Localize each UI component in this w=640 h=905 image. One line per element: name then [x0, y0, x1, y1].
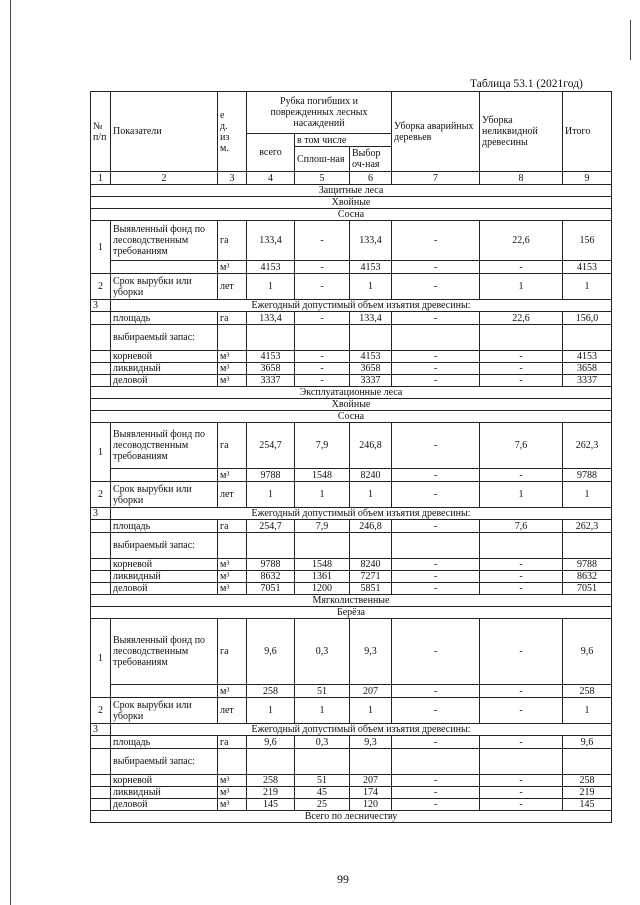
value-cell: - [392, 221, 480, 261]
value-cell: - [392, 351, 480, 363]
value-cell: - [392, 423, 480, 469]
forest-harvest-table [90, 91, 612, 823]
section-heading: Защитные леса [91, 185, 612, 197]
row-number-empty [91, 533, 111, 559]
unit-cell: м³ [218, 583, 247, 595]
value-cell: - [295, 221, 350, 261]
value-cell-empty [563, 749, 612, 775]
section-heading: Мягколиственные [91, 595, 612, 607]
value-cell: - [295, 363, 350, 375]
value-cell: 1 [247, 698, 295, 724]
section-heading: Эксплуатационные леса [91, 387, 612, 399]
value-cell: 3337 [350, 375, 392, 387]
value-cell: 1 [350, 482, 392, 508]
row-label: деловой [111, 799, 218, 811]
value-cell: - [480, 583, 563, 595]
value-cell: 4153 [350, 261, 392, 274]
value-cell: - [480, 787, 563, 799]
row-label: ликвидный [111, 787, 218, 799]
row-number-empty [91, 559, 111, 571]
value-cell: 1548 [295, 469, 350, 482]
unit-cell: м³ [218, 559, 247, 571]
header-selective: Выбор оч-ная [350, 147, 392, 172]
section-heading: Хвойные [91, 399, 612, 411]
section-heading: Всего по лесничеству [91, 811, 612, 823]
page-edge-line-right [630, 20, 631, 60]
value-cell: 262,3 [563, 520, 612, 533]
value-cell-empty [350, 749, 392, 775]
value-cell: - [392, 775, 480, 787]
unit-cell-empty [218, 749, 247, 775]
value-cell: - [480, 571, 563, 583]
value-cell-empty [392, 749, 480, 775]
row-number: 1 [91, 221, 111, 274]
row-number: 2 [91, 482, 111, 508]
value-cell: - [392, 736, 480, 749]
value-cell: 9788 [563, 469, 612, 482]
value-cell: - [480, 698, 563, 724]
row-label: площадь [111, 312, 218, 325]
value-cell: - [392, 799, 480, 811]
value-cell: 3337 [247, 375, 295, 387]
value-cell: 156 [563, 221, 612, 261]
value-cell: 4153 [563, 261, 612, 274]
column-number: 2 [111, 172, 218, 185]
value-cell: - [392, 787, 480, 799]
section-heading: Сосна [91, 209, 612, 221]
row-number-empty [91, 363, 111, 375]
section-heading: Сосна [91, 411, 612, 423]
column-number: 1 [91, 172, 111, 185]
value-cell: - [295, 274, 350, 300]
value-cell: 9,6 [247, 619, 295, 685]
value-cell: 22,6 [480, 221, 563, 261]
value-cell: 3658 [563, 363, 612, 375]
value-cell: - [392, 583, 480, 595]
annual-heading: Ежегодный допустимый объем изъятия древесины: [111, 508, 612, 520]
row-label: Выявленный фонд по лесоводственным требованиям [111, 221, 218, 261]
value-cell: 9,6 [563, 619, 612, 685]
value-cell: 246,8 [350, 520, 392, 533]
value-cell: - [480, 351, 563, 363]
row-number-empty [91, 351, 111, 363]
value-cell-empty [392, 533, 480, 559]
value-cell: - [295, 261, 350, 274]
unit-cell-empty [218, 325, 247, 351]
value-cell: 174 [350, 787, 392, 799]
value-cell-empty [350, 533, 392, 559]
value-cell: 1548 [295, 559, 350, 571]
value-cell: 7,9 [295, 423, 350, 469]
unit-cell: га [218, 736, 247, 749]
unit-cell: га [218, 619, 247, 685]
value-cell: 1 [247, 482, 295, 508]
value-cell: 145 [247, 799, 295, 811]
unit-cell: га [218, 221, 247, 261]
header-num: № п/п [91, 92, 111, 172]
row-label: ликвидный [111, 571, 218, 583]
unit-cell: лет [218, 274, 247, 300]
row-label-empty [111, 685, 218, 698]
value-cell: - [392, 559, 480, 571]
value-cell: 1 [480, 482, 563, 508]
unit-cell: лет [218, 482, 247, 508]
row-number: 3 [91, 300, 111, 312]
row-number: 1 [91, 423, 111, 482]
value-cell: 1361 [295, 571, 350, 583]
value-cell: - [392, 469, 480, 482]
value-cell: 22,6 [480, 312, 563, 325]
value-cell: 1 [350, 274, 392, 300]
value-cell-empty [295, 749, 350, 775]
unit-cell: м³ [218, 571, 247, 583]
value-cell: 4153 [247, 261, 295, 274]
value-cell: 9,6 [563, 736, 612, 749]
value-cell: 258 [563, 775, 612, 787]
row-number-empty [91, 583, 111, 595]
row-label: Выявленный фонд по лесоводственным требованиям [111, 423, 218, 469]
row-number-empty [91, 520, 111, 533]
value-cell-empty [563, 325, 612, 351]
value-cell: 25 [295, 799, 350, 811]
header-emergency: Уборка аварийных деревьев [392, 92, 480, 172]
header-incl: в том числе [295, 134, 392, 147]
column-number: 5 [295, 172, 350, 185]
value-cell: 0,3 [295, 736, 350, 749]
value-cell: 1 [350, 698, 392, 724]
row-label: корневой [111, 775, 218, 787]
value-cell: - [392, 685, 480, 698]
value-cell-empty [392, 325, 480, 351]
unit-cell: га [218, 520, 247, 533]
value-cell: - [392, 274, 480, 300]
section-heading: Берёза [91, 607, 612, 619]
header-total: всего [247, 134, 295, 172]
value-cell-empty [295, 533, 350, 559]
row-label: Срок вырубки или уборки [111, 698, 218, 724]
value-cell: 4153 [350, 351, 392, 363]
value-cell-empty [480, 749, 563, 775]
value-cell-empty [295, 325, 350, 351]
row-label: деловой [111, 375, 218, 387]
value-cell: 8632 [247, 571, 295, 583]
unit-cell: м³ [218, 685, 247, 698]
value-cell: 9,3 [350, 619, 392, 685]
value-cell: 5851 [350, 583, 392, 595]
value-cell: 1 [563, 274, 612, 300]
value-cell: - [392, 571, 480, 583]
value-cell: - [480, 619, 563, 685]
header-clear: Сплош-ная [295, 147, 350, 172]
unit-cell: м³ [218, 775, 247, 787]
value-cell: - [392, 482, 480, 508]
value-cell: 8240 [350, 469, 392, 482]
value-cell: 1 [247, 274, 295, 300]
row-label: корневой [111, 559, 218, 571]
row-label: площадь [111, 520, 218, 533]
unit-cell: м³ [218, 469, 247, 482]
value-cell: - [392, 261, 480, 274]
value-cell: 258 [247, 775, 295, 787]
header-salvage: Рубка погибших и поврежденных лесных насаждений [247, 92, 392, 134]
value-cell: 133,4 [247, 221, 295, 261]
value-cell: - [392, 520, 480, 533]
row-label-empty [111, 469, 218, 482]
value-cell-empty [247, 533, 295, 559]
section-heading: Хвойные [91, 197, 612, 209]
value-cell: 8632 [563, 571, 612, 583]
value-cell-empty [247, 325, 295, 351]
value-cell: 7,9 [295, 520, 350, 533]
value-cell: 207 [350, 685, 392, 698]
row-number: 2 [91, 274, 111, 300]
row-number-empty [91, 325, 111, 351]
value-cell: 4153 [563, 351, 612, 363]
value-cell: - [480, 736, 563, 749]
value-cell: 3337 [563, 375, 612, 387]
value-cell: - [480, 559, 563, 571]
value-cell: 7051 [247, 583, 295, 595]
column-number: 4 [247, 172, 295, 185]
value-cell: 4153 [247, 351, 295, 363]
row-number-empty [91, 749, 111, 775]
value-cell: - [480, 261, 563, 274]
column-number: 7 [392, 172, 480, 185]
value-cell: 1 [563, 698, 612, 724]
row-label: выбираемый запас: [111, 325, 218, 351]
value-cell: 219 [563, 787, 612, 799]
value-cell-empty [247, 749, 295, 775]
row-number: 1 [91, 619, 111, 698]
value-cell: 45 [295, 787, 350, 799]
value-cell: 246,8 [350, 423, 392, 469]
value-cell: 9788 [247, 469, 295, 482]
header-illiquid: Уборка неликвидной древесины [480, 92, 563, 172]
row-label: Срок вырубки или уборки [111, 482, 218, 508]
value-cell: 207 [350, 775, 392, 787]
value-cell: - [480, 685, 563, 698]
value-cell: 133,4 [247, 312, 295, 325]
unit-cell: м³ [218, 799, 247, 811]
unit-cell: м³ [218, 363, 247, 375]
value-cell: 145 [563, 799, 612, 811]
row-label: корневой [111, 351, 218, 363]
unit-cell: м³ [218, 787, 247, 799]
value-cell: - [295, 351, 350, 363]
column-number: 8 [480, 172, 563, 185]
unit-cell: м³ [218, 261, 247, 274]
annual-heading: Ежегодный допустимый объем изъятия древесины: [111, 724, 612, 736]
unit-cell-empty [218, 533, 247, 559]
value-cell: 8240 [350, 559, 392, 571]
header-itogo: Итого [563, 92, 612, 172]
value-cell: 254,7 [247, 423, 295, 469]
value-cell: 9788 [247, 559, 295, 571]
page-edge-line [10, 0, 11, 905]
value-cell: 1200 [295, 583, 350, 595]
row-number: 3 [91, 724, 111, 736]
value-cell: 1 [563, 482, 612, 508]
value-cell: 1 [295, 698, 350, 724]
value-cell: 51 [295, 775, 350, 787]
value-cell: - [295, 375, 350, 387]
value-cell: - [480, 775, 563, 787]
value-cell: 262,3 [563, 423, 612, 469]
row-label: Выявленный фонд по лесоводственным требованиям [111, 619, 218, 685]
value-cell-empty [480, 533, 563, 559]
value-cell: - [392, 363, 480, 375]
value-cell-empty [480, 325, 563, 351]
unit-cell: лет [218, 698, 247, 724]
value-cell: 7271 [350, 571, 392, 583]
value-cell: 1 [480, 274, 563, 300]
value-cell: - [392, 312, 480, 325]
value-cell: - [480, 375, 563, 387]
row-number-empty [91, 799, 111, 811]
value-cell: 258 [247, 685, 295, 698]
value-cell: 258 [563, 685, 612, 698]
value-cell: 9,3 [350, 736, 392, 749]
value-cell: 0,3 [295, 619, 350, 685]
row-label-empty [111, 261, 218, 274]
value-cell: 219 [247, 787, 295, 799]
value-cell: 3658 [247, 363, 295, 375]
row-number-empty [91, 312, 111, 325]
value-cell: 51 [295, 685, 350, 698]
value-cell: - [480, 363, 563, 375]
row-number-empty [91, 375, 111, 387]
value-cell: 3658 [350, 363, 392, 375]
table-caption: Таблица 53.1 (2021год) [470, 78, 583, 90]
value-cell: 1 [295, 482, 350, 508]
row-label: Срок вырубки или уборки [111, 274, 218, 300]
value-cell: - [392, 619, 480, 685]
header-indicators: Показатели [111, 92, 218, 172]
value-cell: - [392, 698, 480, 724]
page-number: 99 [337, 872, 349, 886]
row-label: выбираемый запас: [111, 749, 218, 775]
column-number: 9 [563, 172, 612, 185]
value-cell: 156,0 [563, 312, 612, 325]
row-number-empty [91, 787, 111, 799]
value-cell: - [392, 375, 480, 387]
value-cell: - [480, 799, 563, 811]
row-number: 3 [91, 508, 111, 520]
annual-heading: Ежегодный допустимый объем изъятия древесины: [111, 300, 612, 312]
row-number-empty [91, 775, 111, 787]
value-cell: 9788 [563, 559, 612, 571]
value-cell: - [480, 469, 563, 482]
column-number: 6 [350, 172, 392, 185]
value-cell: - [295, 312, 350, 325]
value-cell-empty [350, 325, 392, 351]
column-number: 3 [218, 172, 247, 185]
value-cell: 7,6 [480, 423, 563, 469]
row-label: выбираемый запас: [111, 533, 218, 559]
value-cell: 120 [350, 799, 392, 811]
unit-cell: м³ [218, 351, 247, 363]
unit-cell: м³ [218, 375, 247, 387]
row-label: площадь [111, 736, 218, 749]
row-number-empty [91, 736, 111, 749]
row-label: деловой [111, 583, 218, 595]
value-cell: 254,7 [247, 520, 295, 533]
value-cell-empty [563, 533, 612, 559]
row-number-empty [91, 571, 111, 583]
value-cell: 7,6 [480, 520, 563, 533]
value-cell: 133,4 [350, 221, 392, 261]
value-cell: 133,4 [350, 312, 392, 325]
unit-cell: га [218, 423, 247, 469]
row-label: ликвидный [111, 363, 218, 375]
value-cell: 9,6 [247, 736, 295, 749]
row-number: 2 [91, 698, 111, 724]
value-cell: 7051 [563, 583, 612, 595]
unit-cell: га [218, 312, 247, 325]
header-unit: е д. из м. [218, 92, 247, 172]
